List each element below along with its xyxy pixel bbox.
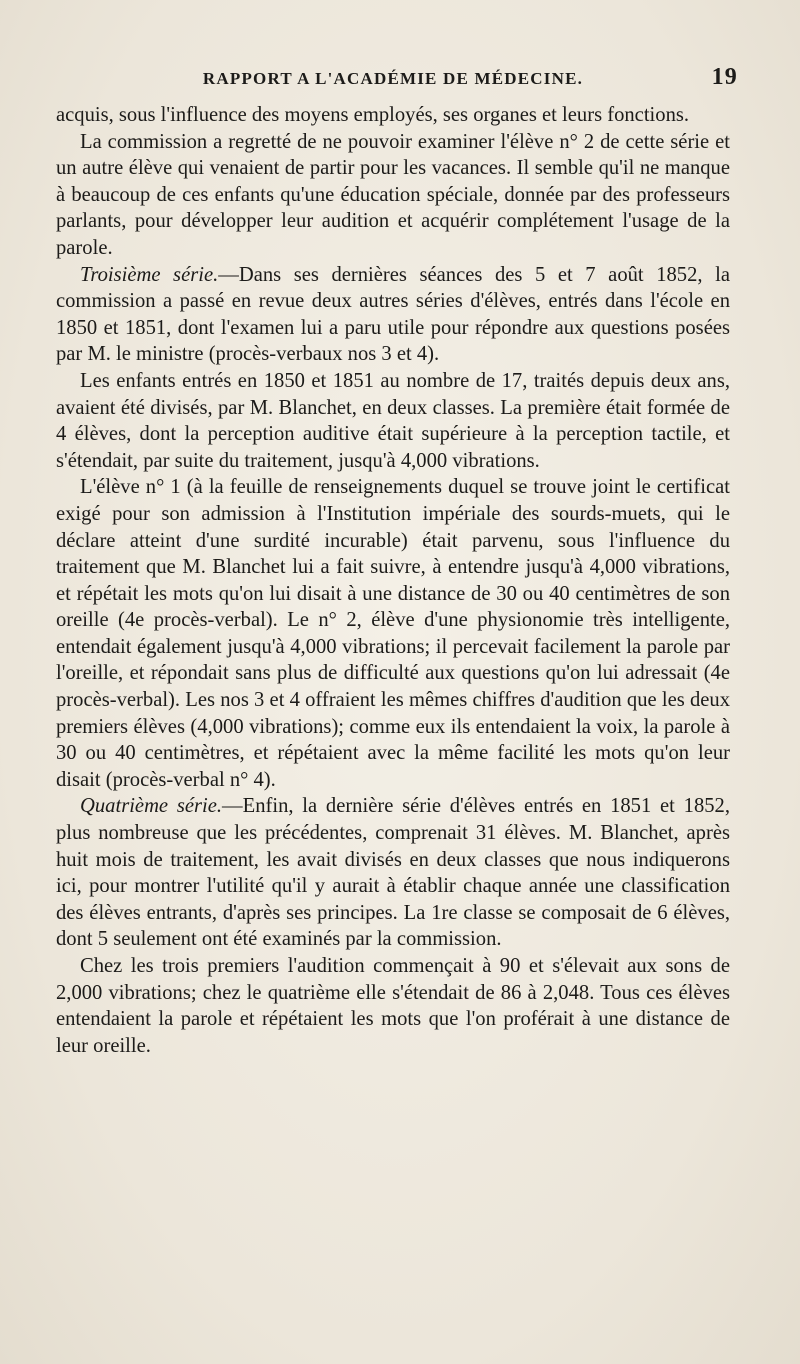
section-heading: Quatrième série. [80,795,223,818]
paragraph: L'élève n° 1 (à la feuille de renseignements duquel se trouve joint le certificat exigé pour son admission à l'Institution impériale des sourds-muets, qui le déclare atteint d'une surdité incurable) était parvenu, sous l'influence du traitement que M. Blanchet lui a fait suivre, à entendre jusqu'à 4,000 vibrations, et répétait les mots qu'on lui disait à une distance de 30 ou 40 centimètres de son oreille (4e procès-verbal). Le n° 2, élève d'une physionomie très intelligente, entendait également jusqu'à 4,000 vibrations; il percevait facilement la parole par l'oreille, et répondait sans plus de difficulté aux questions qu'on lui adressait (4e procès-verbal). Les nos 3 et 4 offraient les mêmes chiffres d'audition que les deux premiers élèves (4,000 vibrations); comme eux ils entendaient la voix, la parole à 30 ou 40 centimètres, et répétaient avec la même facilité les mots qu'on leur disait (procès-verbal n° 4). [56,476,730,791]
body-text [56,102,730,1059]
paragraph: Chez les trois premiers l'audition commençait à 90 et s'élevait aux sons de 2,000 vibrations; chez le quatrième elle s'étendait de 86 à 2,048. Tous ces élèves entendaient la parole et répétaient les mots que l'on proférait à une distance de leur oreille. [56,955,730,1057]
page-number: 19 [711,64,738,90]
paragraph: Quatrième série.—Enfin, la dernière série d'élèves entrés en 1851 et 1852, plus nombreuse que les précédentes, comprenait 31 élèves. M. Blanchet, après huit mois de traitement, les avait divisés en deux classes que nous indiquerons ici, pour montrer l'utilité qu'il y aurait à établir chaque année une classification des élèves entrants, d'après ses principes. La 1re classe se composait de 6 élèves, dont 5 seulement ont été examinés par la commission. [56,795,730,951]
running-header [56,62,738,96]
paragraph: acquis, sous l'influence des moyens employés, ses organes et leurs fonctions. [56,104,690,126]
section-heading: Troisième série. [80,263,219,286]
paragraph: Troisième série.—Dans ses dernières séances des 5 et 7 août 1852, la commission a passé en revue deux autres séries d'élèves, entrés dans l'école en 1850 et 1851, dont l'examen lui a paru utile pour répondre aux questions posées par M. le ministre (procès-verbaux nos 3 et 4). [56,263,730,366]
paragraph: La commission a regretté de ne pouvoir examiner l'élève n° 2 de cette série et un autre élève qui venaient de partir pour les vacances. Il semble qu'il ne manque à beaucoup de ces enfants qu'une éducation spéciale, donnée par des professeurs parlants, pour développer leur audition et acquérir complétement l'usage de la parole. [56,130,730,259]
paragraph: Les enfants entrés en 1850 et 1851 au nombre de 17, traités depuis deux ans, avaient été divisés, par M. Blanchet, en deux classes. La première était formée de 4 élèves, dont la perception auditive était supérieure à la perception tactile, et s'étendait, par suite du traitement, jusqu'à 4,000 vibrations. [56,369,730,472]
running-title: RAPPORT A L'ACADÉMIE DE MÉDECINE. [202,69,584,88]
